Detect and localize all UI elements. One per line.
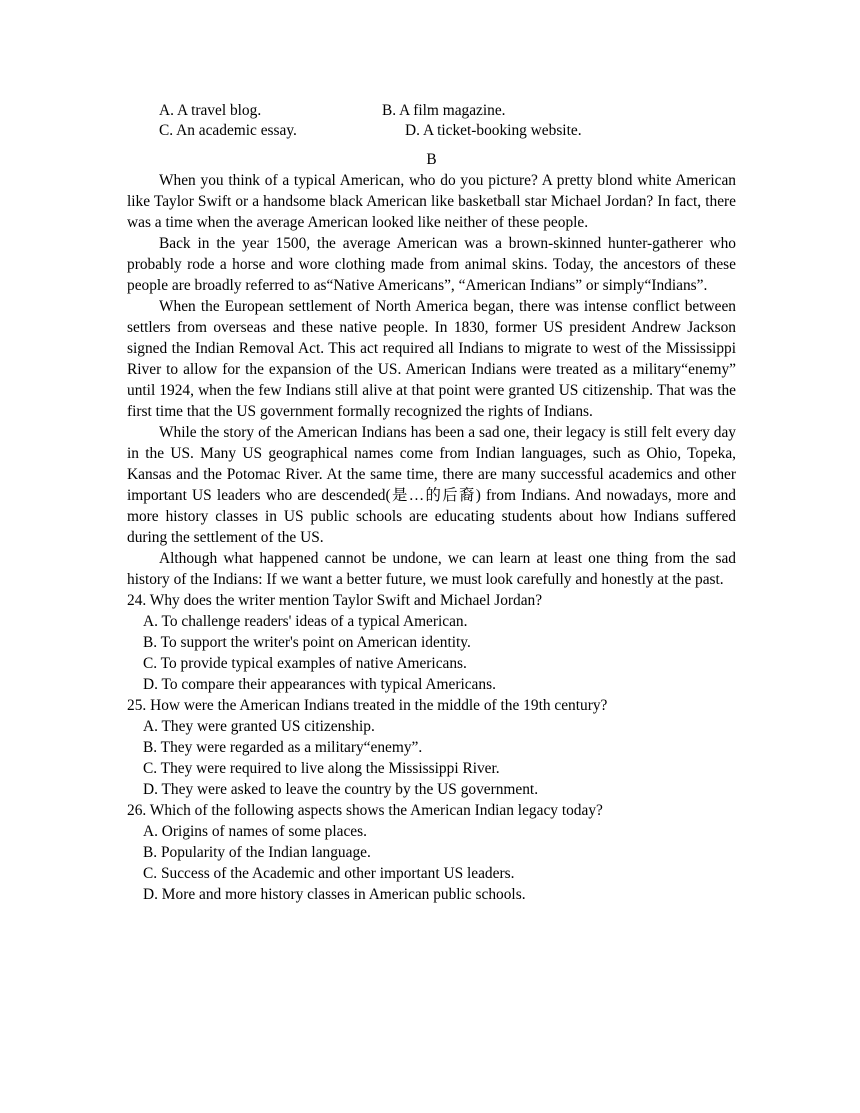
option-c: C. An academic essay. (159, 122, 297, 139)
question-option: B. Popularity of the Indian language. (143, 844, 371, 861)
question-24 (127, 590, 736, 695)
question-25 (127, 695, 736, 800)
question-stem: 25. How were the American Indians treated in the middle of the 19th century? (127, 697, 608, 714)
question-option: C. To provide typical examples of native Americans. (143, 655, 467, 672)
passage-paragraph-3: When the European settlement of North America began, there was intense conflict between settlers from overseas and these native people. In 1830, former US president Andrew Jackson signed the Indian Removal Act. This act required all Indians to migrate to west of the Mississippi River to allow for the expansion of the US. American Indians were treated as a military“enemy” until 1924, when the few Indians still alive at that point were granted US citizenship. That was the first time that the US government formally recognized the rights of Indians. (127, 298, 736, 420)
option-b: B. A film magazine. (382, 102, 506, 119)
question-option: A. They were granted US citizenship. (143, 718, 375, 735)
question-option: D. To compare their appearances with typical Americans. (143, 676, 496, 693)
question-stem: 26. Which of the following aspects shows the American Indian legacy today? (127, 802, 603, 819)
section-label: B (426, 151, 437, 168)
option-a: A. A travel blog. (159, 102, 262, 119)
previous-question-options-row-2 (127, 120, 736, 140)
passage-paragraph-1: When you think of a typical American, who do you picture? A pretty blond white American like Taylor Swift or a handsome black American like basketball star Michael Jordan? In fact, there was a time when the average American looked like neither of these people. (127, 172, 736, 231)
previous-question-options-row-1 (127, 100, 736, 120)
question-26 (127, 800, 736, 905)
passage-paragraph-2: Back in the year 1500, the average American was a brown-skinned hunter-gatherer who probably rode a horse and wore clothing made from animal skins. Today, the ancestors of these people are broadly referred to as“Native Americans”, “American Indians” or simply“Indians”. (127, 235, 736, 294)
document-page (127, 100, 736, 905)
question-option: D. They were asked to leave the country by the US government. (143, 781, 539, 798)
option-d: D. A ticket-booking website. (405, 122, 582, 139)
question-option: D. More and more history classes in American public schools. (143, 886, 526, 903)
question-option: A. To challenge readers' ideas of a typical American. (143, 613, 468, 630)
question-option: C. They were required to live along the Mississippi River. (143, 760, 500, 777)
question-option: A. Origins of names of some places. (143, 823, 367, 840)
passage-paragraph-4: While the story of the American Indians has been a sad one, their legacy is still felt every day in the US. Many US geographical names come from Indian languages, such as Ohio, Topeka, Kansas and the Potomac River. At the same time, there are many successful academics and other important US leaders who are descended(是…的后裔) from Indians. And nowadays, more and more history classes in US public schools are educating students about how Indians suffered during the settlement of the US. (127, 424, 736, 546)
question-option: C. Success of the Academic and other important US leaders. (143, 865, 515, 882)
passage-paragraph-5: Although what happened cannot be undone, we can learn at least one thing from the sad history of the Indians: If we want a better future, we must look carefully and honestly at the past. (127, 550, 736, 588)
question-option: B. They were regarded as a military“enemy”. (143, 739, 423, 756)
question-stem: 24. Why does the writer mention Taylor Swift and Michael Jordan? (127, 592, 543, 609)
question-option: B. To support the writer's point on American identity. (143, 634, 471, 651)
passage (127, 170, 736, 590)
